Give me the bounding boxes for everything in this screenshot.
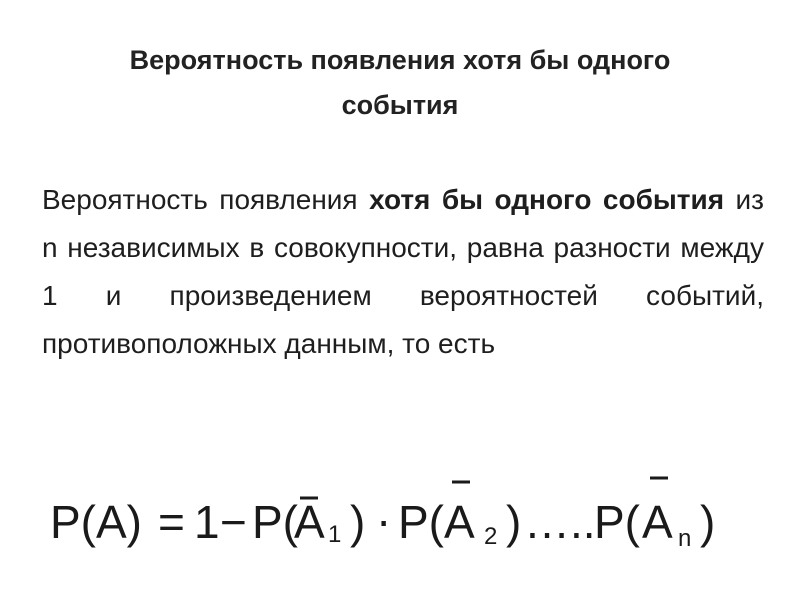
slide-title-line-2: события	[341, 90, 459, 120]
formula-svg	[46, 460, 746, 570]
formula-pn-open: P(	[594, 496, 640, 548]
formula-event-2: A	[444, 496, 475, 548]
slide-title	[60, 38, 740, 128]
formula-p1-open: P(	[252, 496, 298, 548]
formula-pn-close: )	[700, 496, 716, 548]
probability-formula	[46, 460, 746, 570]
formula-sub-2: 2	[484, 523, 498, 550]
theorem-text	[42, 176, 764, 368]
formula-one: 1	[194, 496, 220, 548]
formula-lhs: P(A)	[50, 496, 142, 548]
formula-p2-close: )	[506, 496, 522, 548]
formula-event-n: A	[642, 496, 673, 548]
theorem-text-part-1: Вероятность появления	[42, 184, 370, 215]
theorem-text-bold: хотя бы одного события	[369, 184, 725, 215]
formula-minus: −	[220, 496, 247, 548]
formula-event-1: A	[294, 496, 325, 548]
theorem-text-part-2: из n независимых в совокупности, равна разности между 1 и произведением вероятностей событий, противоположных данным, то есть	[42, 184, 764, 359]
formula-sub-1: 1	[328, 521, 342, 548]
formula-p2-open: P(	[398, 496, 444, 548]
formula-dots: …..	[524, 496, 596, 548]
formula-p1-close: )	[350, 496, 366, 548]
formula-dot: ·	[376, 494, 392, 546]
formula-equals: =	[158, 496, 185, 548]
formula-sub-n: n	[678, 525, 692, 552]
slide-title-line-1: Вероятность появления хотя бы одного	[129, 45, 671, 75]
